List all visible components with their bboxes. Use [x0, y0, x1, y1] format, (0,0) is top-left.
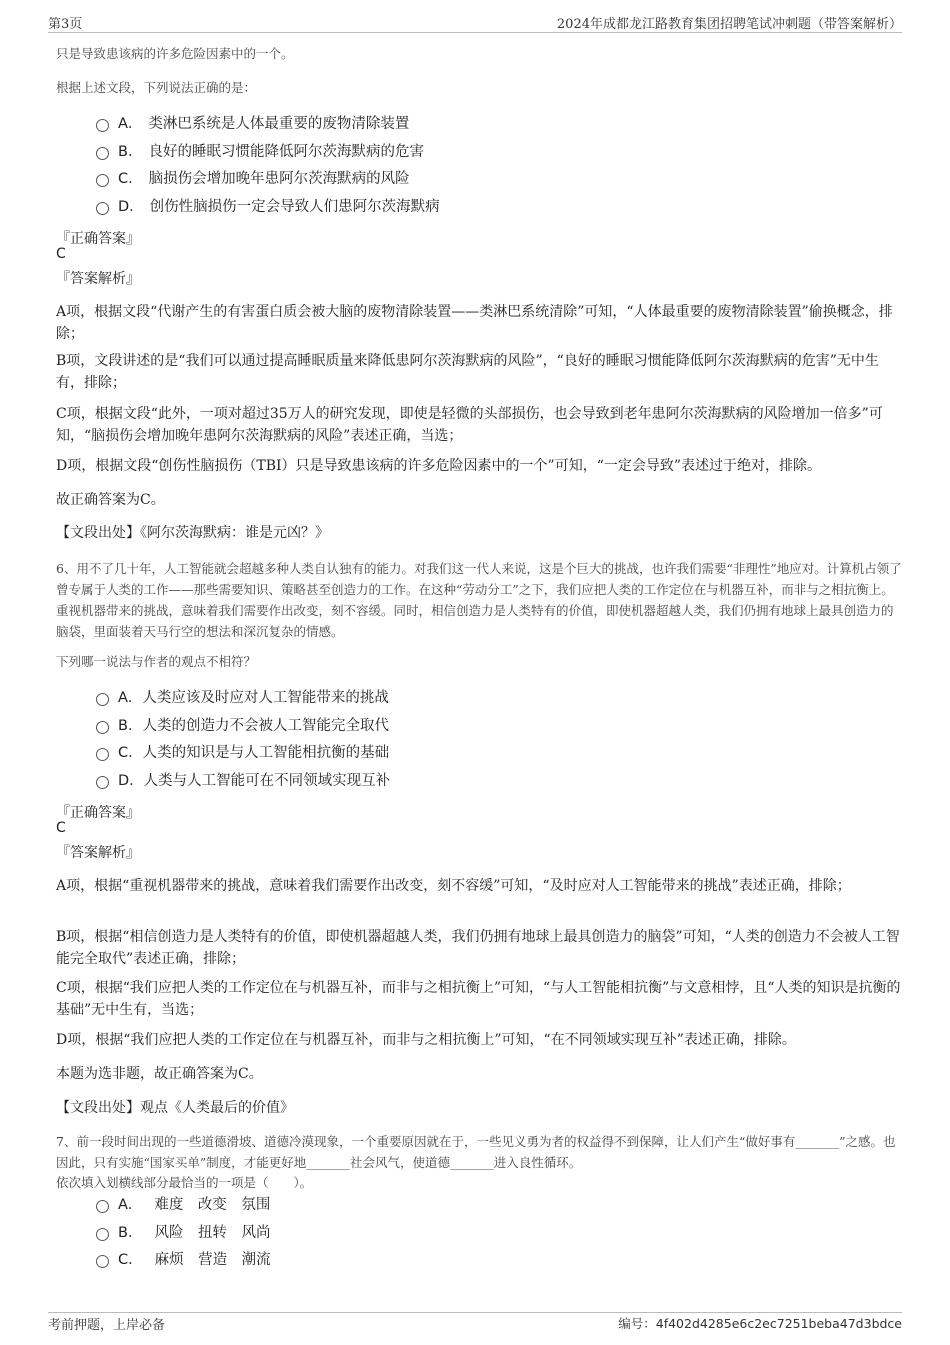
- q5-passage-tail: 只是导致患该病的许多危险因素中的一个。: [56, 46, 294, 61]
- radio-icon[interactable]: [96, 1200, 109, 1213]
- q6-option-d[interactable]: D．人类与人工智能可在不同领域实现互补: [96, 769, 390, 793]
- radio-icon[interactable]: [96, 693, 109, 706]
- q6-source: 【文段出处】观点《人类最后的价值》: [56, 1100, 294, 1116]
- q7-passage: 7、前一段时间出现的一些道德滑坡、道德冷漠现象，一个重要原因就在于，一些见义勇为者的权益得不到保障，让人们产生“做好事有_______”之感。也因此，只有实施“国家买单”制度，才能更好地_______社会风气，使道德_______进入良性循环。: [56, 1134, 896, 1170]
- q6-prompt: 下列哪一说法与作者的观点不相符？: [56, 654, 257, 669]
- document-code: 编号：4f402d4285e6c2ec7251beba47d3bdce: [618, 1316, 902, 1331]
- page-number: 第3页: [48, 17, 83, 32]
- q5-conclusion: 故正确答案为C。: [56, 492, 165, 508]
- q5-prompt: 根据上述文段，下列说法正确的是：: [56, 80, 257, 95]
- q5-analysis-label: 『答案解析』: [56, 271, 140, 287]
- footer-slogan: 考前押题，上岸必备: [48, 1318, 166, 1333]
- page-header: [48, 13, 902, 33]
- radio-icon[interactable]: [96, 119, 109, 132]
- q6-answer: C: [56, 820, 66, 836]
- q5-option-a[interactable]: A． 类淋巴系统是人体最重要的废物清除装置: [96, 112, 409, 136]
- q6-analysis-a: A项，根据“重视机器带来的挑战，意味着我们需要作出改变，刻不容缓”可知，“及时应对人工智能带来的挑战”表述正确，排除；: [56, 878, 851, 894]
- q5-option-d[interactable]: D． 创伤性脑损伤一定会导致人们患阿尔茨海默病: [96, 195, 440, 219]
- q6-analysis-d: D项，根据“我们应把人类的工作定位在与机器互补，而非与之相抗衡上”可知，“在不同领域实现互补”表述正确，排除。: [56, 1032, 796, 1048]
- q5-option-b[interactable]: B． 良好的睡眠习惯能降低阿尔茨海默病的危害: [96, 140, 424, 164]
- q6-option-c[interactable]: C．人类的知识是与人工智能相抗衡的基础: [96, 741, 389, 765]
- q6-passage: 6、用不了几十年，人工智能就会超越多种人类自认独有的能力。对我们这一代人来说，这是个巨大的挑战，也许我们需要“非理性”地应对。计算机占领了曾专属于人类的工作——那些需要知识、策略甚至创造力的工作。在这种“劳动分工”之下，我们应把人类的工作定位在与机器互补，而非与之相抗衡上。重视机器带来的挑战，意味着我们需要作出改变，刻不容缓。同时，相信创造力是人类特有的价值，即使机器超越人类，我们仍拥有地球上最具创造力的脑袋，里面装着天马行空的想法和深沉复杂的情感。: [56, 561, 902, 639]
- radio-icon[interactable]: [96, 1255, 109, 1268]
- q6-conclusion: 本题为选非题，故正确答案为C。: [56, 1066, 263, 1082]
- q6-analysis-c: C项，根据“我们应把人类的工作定位在与机器互补，而非与之相抗衡上”可知，“与人工智能相抗衡”与文意相悖，且“人类的知识是抗衡的基础”无中生有，当选；: [56, 980, 901, 1018]
- radio-icon[interactable]: [96, 748, 109, 761]
- q5-analysis-d: D项，根据文段“创伤性脑损伤（TBI）只是导致患该病的许多危险因素中的一个”可知，“一定会导致”表述过于绝对，排除。: [56, 458, 822, 474]
- q5-answer-label: 『正确答案』: [56, 231, 140, 247]
- q5-source: 【文段出处】《阿尔茨海默病：谁是元凶？》: [56, 525, 329, 541]
- q6-answer-label: 『正确答案』: [56, 805, 140, 821]
- q7-option-c[interactable]: C． 麻烦 营造 潮流: [96, 1248, 271, 1272]
- radio-icon[interactable]: [96, 147, 109, 160]
- q6-option-a[interactable]: A．人类应该及时应对人工智能带来的挑战: [96, 686, 389, 710]
- radio-icon[interactable]: [96, 776, 109, 789]
- radio-icon[interactable]: [96, 174, 109, 187]
- document-title: 2024年成都龙江路教育集团招聘笔试冲刺题（带答案解析）: [556, 17, 902, 32]
- q7-option-a[interactable]: A． 难度 改变 氛围: [96, 1193, 270, 1217]
- q6-analysis-label: 『答案解析』: [56, 845, 140, 861]
- radio-icon[interactable]: [96, 1228, 109, 1241]
- header-divider: [48, 32, 902, 33]
- footer-divider: [48, 1312, 902, 1313]
- q6-analysis-b: B项，根据“相信创造力是人类特有的价值，即使机器超越人类，我们仍拥有地球上最具创造力的脑袋”可知，“人类的创造力不会被人工智能完全取代”表述正确，排除；: [56, 929, 900, 967]
- q5-analysis-a: A项，根据文段“代谢产生的有害蛋白质会被大脑的废物清除装置——类淋巴系统清除”可知，“人体最重要的废物清除装置”偷换概念，排除；: [56, 304, 893, 342]
- q5-analysis-b: B项，文段讲述的是“我们可以通过提高睡眠质量来降低患阿尔茨海默病的风险”，“良好的睡眠习惯能降低阿尔茨海默病的危害”无中生有，排除；: [56, 353, 879, 391]
- q5-option-c[interactable]: C． 脑损伤会增加晚年患阿尔茨海默病的风险: [96, 167, 410, 191]
- q6-option-b[interactable]: B．人类的创造力不会被人工智能完全取代: [96, 714, 389, 738]
- q5-analysis-c: C项，根据文段“此外，一项对超过35万人的研究发现，即使是轻微的头部损伤，也会导致到老年患阿尔茨海默病的风险增加一倍多”可知，“脑损伤会增加晚年患阿尔茨海默病的风险”表述正确，当选；: [56, 406, 883, 444]
- q5-answer: C: [56, 246, 66, 262]
- radio-icon[interactable]: [96, 202, 109, 215]
- radio-icon[interactable]: [96, 721, 109, 734]
- q7-option-b[interactable]: B． 风险 扭转 风尚: [96, 1221, 270, 1245]
- q7-prompt: 依次填入划横线部分最恰当的一项是（ ）。: [56, 1175, 313, 1190]
